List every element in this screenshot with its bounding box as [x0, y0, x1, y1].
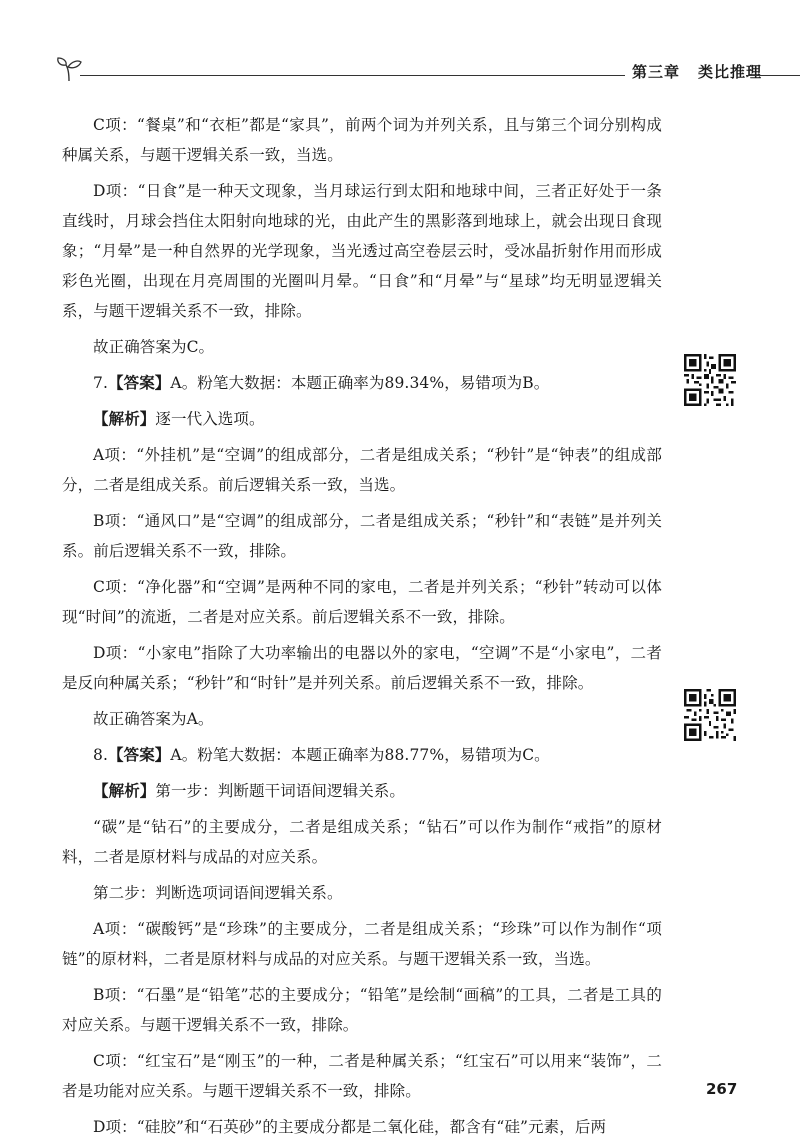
qr-code-icon[interactable]	[684, 354, 736, 406]
qr-code-icon[interactable]	[684, 689, 736, 741]
q8-option-c: C项：“红宝石”是“刚玉”的一种，二者是种属关系；“红宝石”可以用来“装饰”，二者是功能对应关系。与题干逻辑关系不一致，排除。	[62, 1052, 662, 1100]
q7-number: 7.	[93, 374, 108, 392]
q7-conclusion: 故正确答案为A。	[93, 710, 214, 728]
q7-option-d: D项：“小家电”指除了大功率输出的电器以外的家电，“空调”不是“小家电”，二者是反向种属关系；“秒针”和“时针”是并列关系。前后逻辑关系不一致，排除。	[62, 644, 662, 692]
q7-answer-line	[62, 368, 662, 398]
q7-option-b: B项：“通风口”是“空调”的组成部分，二者是组成关系；“秒针”和“表链”是并列关系。前后逻辑关系不一致，排除。	[62, 512, 662, 560]
paragraph: C项：“餐桌”和“衣柜”都是“家具”，前两个词为并列关系，且与第三个词分别构成种属关系，与题干逻辑关系一致，当选。	[62, 116, 662, 164]
q8-answer-text: A。粉笔大数据：本题正确率为88.77%，易错项为C。	[170, 746, 550, 764]
q7-analysis-line	[62, 404, 662, 434]
section-label: 类比推理	[698, 63, 763, 81]
page-number: 267	[706, 1080, 738, 1098]
header-rule-right	[746, 75, 800, 76]
answer-tag: 【答案】	[108, 745, 171, 764]
paragraph: 故正确答案为C。	[93, 338, 215, 356]
q8-analysis-line	[62, 776, 662, 806]
q7-answer-text: A。粉笔大数据：本题正确率为89.34%，易错项为B。	[170, 374, 550, 392]
q7-option-a: A项：“外挂机”是“空调”的组成部分，二者是组成关系；“秒针”是“钟表”的组成部分，二者是组成关系。前后逻辑关系一致，当选。	[62, 446, 662, 494]
q8-option-d: D项：“硅胶”和“石英砂”的主要成分都是二氧化硅，都含有“硅”元素，后两	[93, 1118, 607, 1136]
q8-answer-line	[62, 740, 662, 770]
q8-analysis-text: 第一步：判断题干词语间逻辑关系。	[155, 782, 406, 800]
q8-option-a: A项：“碳酸钙”是“珍珠”的主要成分，二者是组成关系；“珍珠”可以作为制作“项链”的原材料，二者是原材料与成品的对应关系。与题干逻辑关系一致，当选。	[62, 920, 662, 968]
q8-step1-detail: “碳”是“钻石”的主要成分，二者是组成关系；“钻石”可以作为制作“戒指”的原材料，二者是原材料与成品的对应关系。	[62, 818, 662, 866]
q7-option-c: C项：“净化器”和“空调”是两种不同的家电，二者是并列关系；“秒针”转动可以体现“时间”的流逝，二者是对应关系。前后逻辑关系不一致，排除。	[62, 578, 662, 626]
sprout-icon	[56, 55, 82, 83]
q8-number: 8.	[93, 746, 108, 764]
q8-option-b: B项：“石墨”是“铅笔”芯的主要成分；“铅笔”是绘制“画稿”的工具，二者是工具的对应关系。与题干逻辑关系不一致，排除。	[62, 986, 662, 1034]
chapter-label: 第三章	[632, 63, 681, 81]
page-body	[62, 110, 662, 1148]
header-chapter-title	[632, 61, 762, 82]
analysis-tag: 【解析】	[93, 781, 156, 800]
header-rule-left	[80, 75, 625, 76]
analysis-tag: 【解析】	[93, 409, 156, 428]
answer-tag: 【答案】	[108, 373, 171, 392]
paragraph: D项：“日食”是一种天文现象，当月球运行到太阳和地球中间，三者正好处于一条直线时，月球会挡住太阳射向地球的光，由此产生的黑影落到地球上，就会出现日食现象；“月晕”是一种自然界的光学现象，当光透过高空卷层云时，受冰晶折射作用而形成彩色光圈，出现在月亮周围的光圈叫月晕。“日食”和“月晕”与“星球”均无明显逻辑关系，与题干逻辑关系不一致，排除。	[62, 182, 662, 320]
q7-analysis-text: 逐一代入选项。	[155, 410, 265, 428]
page-header	[50, 55, 800, 85]
q8-step2: 第二步：判断选项词语间逻辑关系。	[93, 884, 343, 902]
